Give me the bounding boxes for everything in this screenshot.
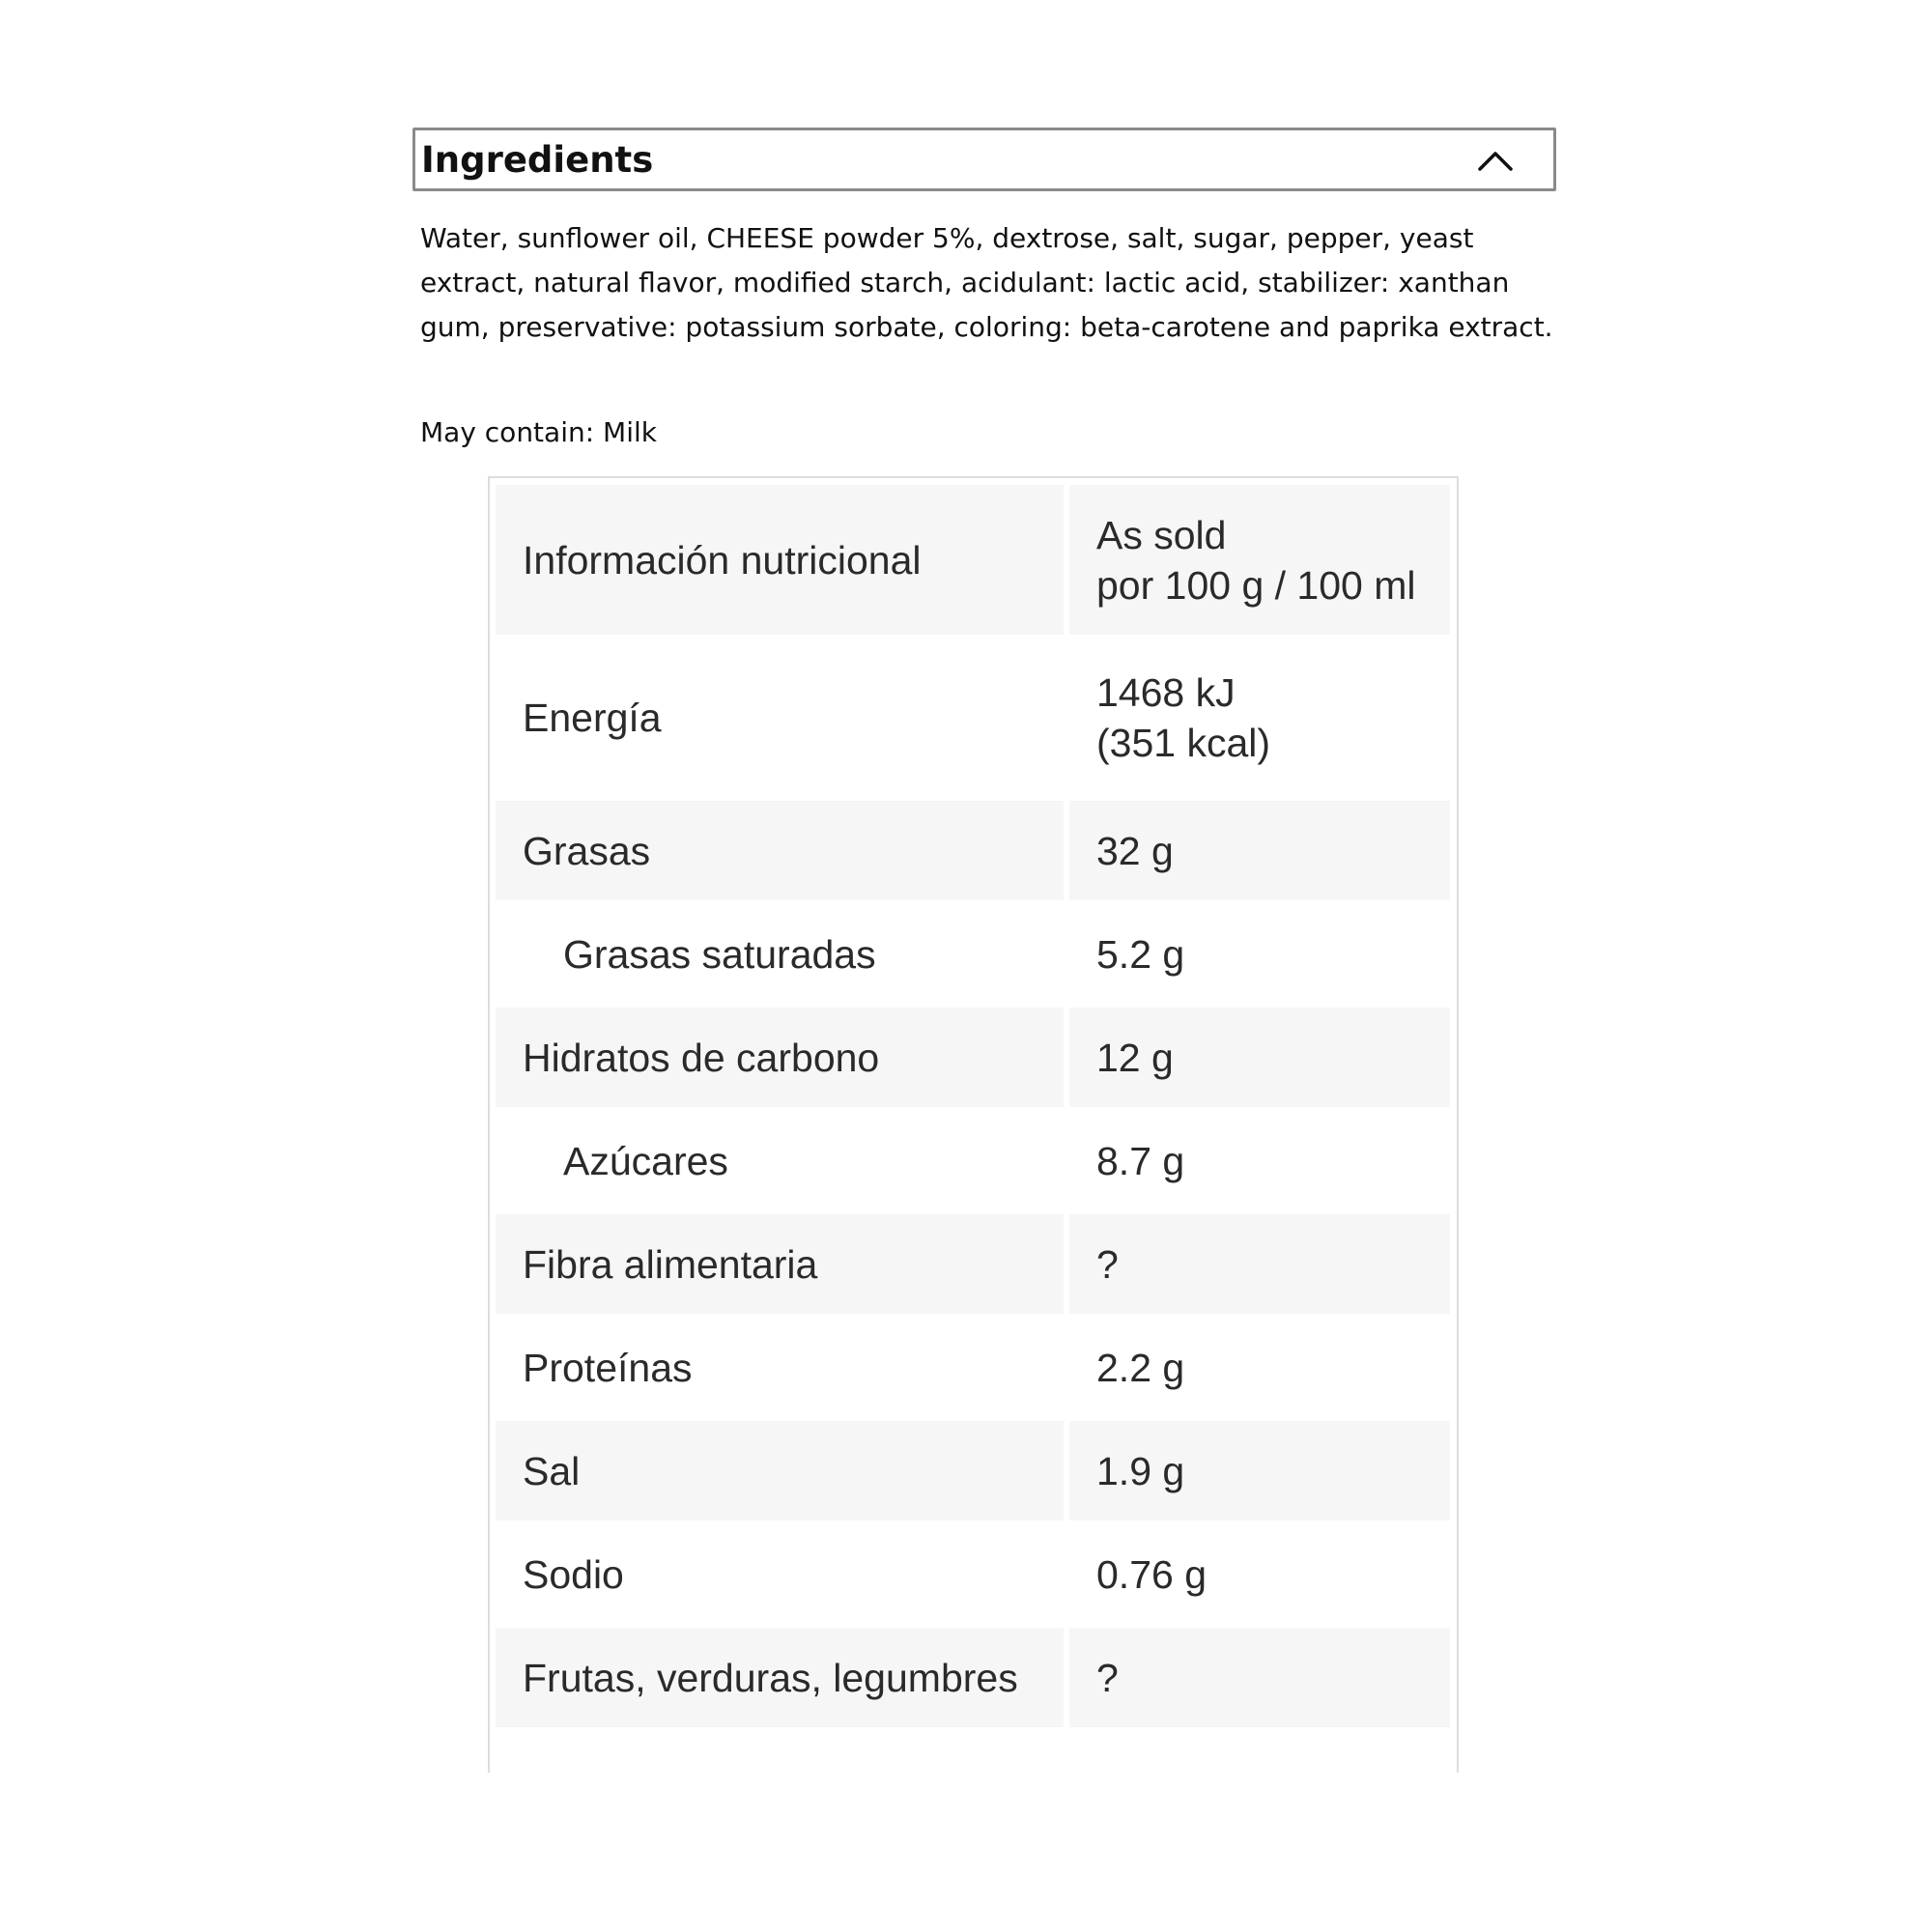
table-row (496, 1524, 1450, 1624)
ingredients-title: Ingredients (421, 139, 654, 181)
nutrient-label: Sal (496, 1421, 1064, 1520)
table-row (496, 1628, 1450, 1727)
nutrient-value: ? (1069, 1628, 1450, 1727)
table-row (496, 904, 1450, 1004)
nutrient-value: 32 g (1069, 801, 1450, 900)
nutrient-label: Hidratos de carbono (496, 1008, 1064, 1107)
table-row (496, 1111, 1450, 1210)
header-value-line2: por 100 g / 100 ml (1096, 562, 1416, 608)
nutrition-table (490, 481, 1456, 1731)
nutrient-label: Sodio (496, 1524, 1064, 1624)
nutrient-label: Frutas, verduras, legumbres (496, 1628, 1064, 1727)
nutrient-value: 8.7 g (1069, 1111, 1450, 1210)
table-header-row (496, 485, 1450, 635)
nutrient-value: ? (1069, 1214, 1450, 1314)
allergen-warning: May contain: Milk (420, 416, 657, 448)
nutrient-value: 2.2 g (1069, 1318, 1450, 1417)
nutrient-value-line1: 1468 kJ (1096, 670, 1236, 715)
nutrient-value: 12 g (1069, 1008, 1450, 1107)
nutrient-label: Fibra alimentaria (496, 1214, 1064, 1314)
table-row (496, 801, 1450, 900)
nutrition-facts-panel (488, 476, 1459, 1773)
table-row (496, 639, 1450, 797)
nutrient-value-line2: (351 kcal) (1096, 721, 1271, 765)
table-row (496, 1214, 1450, 1314)
header-label: Información nutricional (523, 537, 922, 582)
nutrient-value-cell (1069, 639, 1450, 797)
table-row (496, 1008, 1450, 1107)
ingredients-accordion-header[interactable] (412, 128, 1556, 191)
nutrient-label: Energía (496, 639, 1064, 797)
chevron-up-icon[interactable] (1476, 144, 1515, 177)
ingredients-list: Water, sunflower oil, CHEESE powder 5%, dextrose, salt, sugar, pepper, yeast extract, natural flavor, modified starch, acidulant: lactic acid, stabilizer: xanthan gum, preservative: potassium sorbate, coloring: beta-carotene and paprika extract. (420, 222, 1553, 343)
header-value-line1: As sold (1096, 512, 1227, 557)
nutrient-value: 5.2 g (1069, 904, 1450, 1004)
nutrient-label: Grasas (496, 801, 1064, 900)
nutrient-value: 0.76 g (1069, 1524, 1450, 1624)
header-label-cell (496, 485, 1064, 635)
header-value-cell (1069, 485, 1450, 635)
table-row (496, 1318, 1450, 1417)
nutrient-value: 1.9 g (1069, 1421, 1450, 1520)
nutrient-label: Proteínas (496, 1318, 1064, 1417)
table-row (496, 1421, 1450, 1520)
nutrient-label: Grasas saturadas (496, 904, 1064, 1004)
nutrient-label: Azúcares (496, 1111, 1064, 1210)
